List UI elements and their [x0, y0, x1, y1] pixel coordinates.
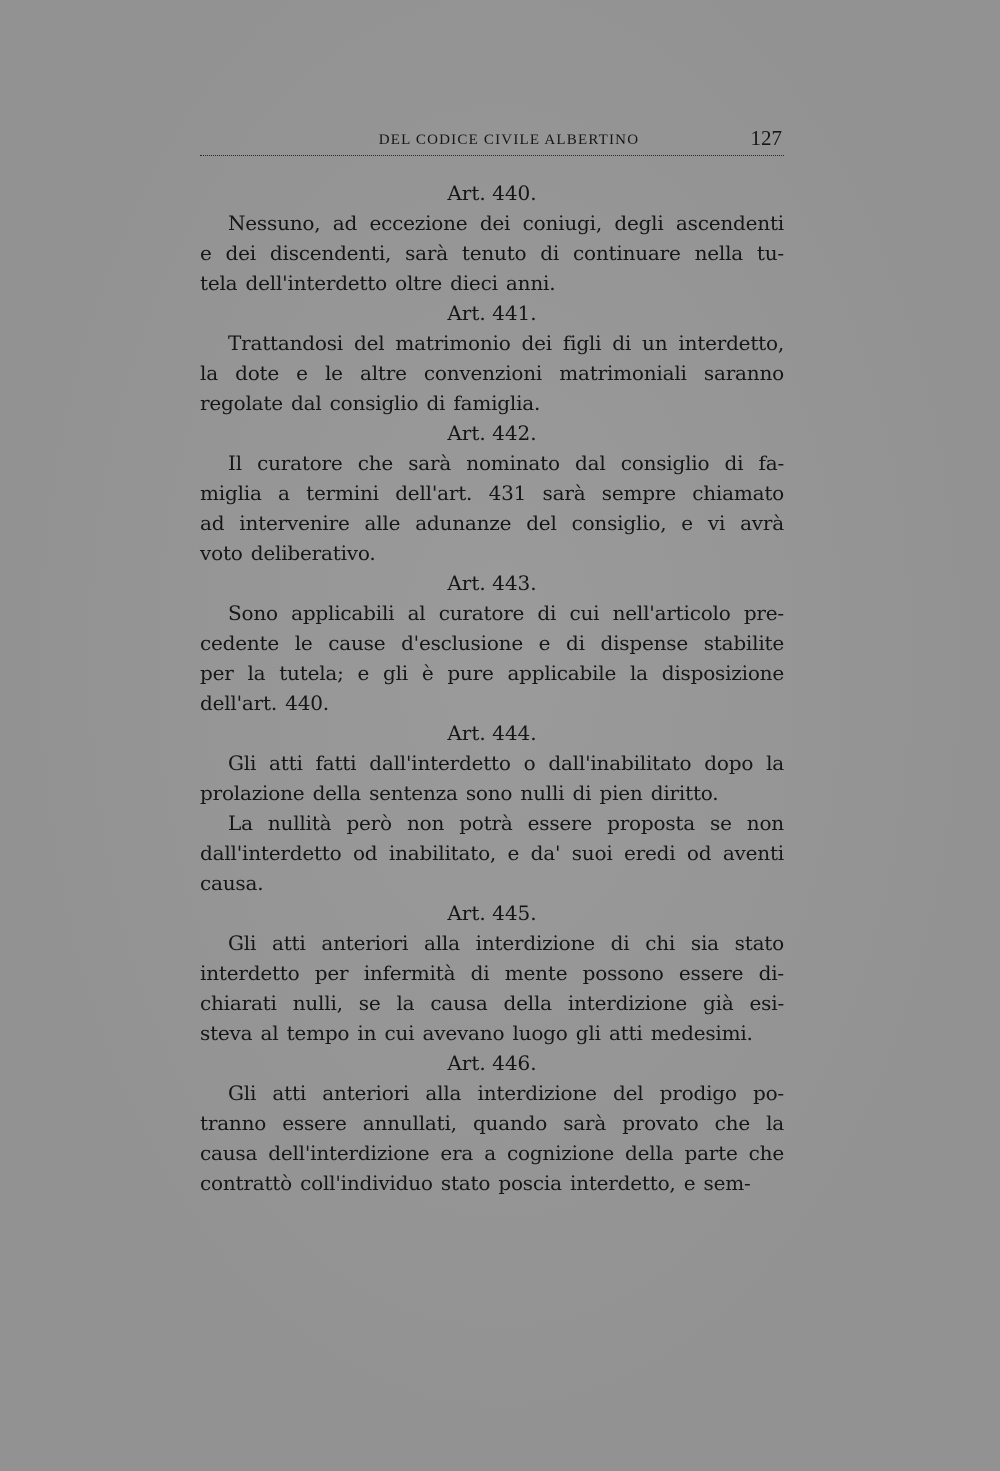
article-paragraph	[200, 208, 784, 298]
body-text	[200, 178, 784, 1198]
article-heading: Art. 441.	[447, 301, 537, 325]
article-paragraph	[200, 808, 784, 898]
text-line: contrattò coll'individuo stato poscia interdetto, e sem-	[200, 1171, 751, 1195]
article-heading: Art. 446.	[447, 1051, 537, 1075]
text-line: Gli atti anteriori alla interdizione del prodigo po-	[228, 1081, 784, 1105]
text-line: dell'art. 440.	[200, 691, 329, 715]
text-line: prolazione della sentenza sono nulli di pien diritto.	[200, 781, 719, 805]
article-heading: Art. 442.	[447, 421, 537, 445]
running-title: DEL CODICE CIVILE ALBERTINO	[378, 132, 640, 148]
article-paragraph	[200, 598, 784, 718]
text-line: Gli atti anteriori alla interdizione di chi sia stato	[228, 931, 784, 955]
article-heading: Art. 440.	[447, 181, 537, 205]
text-line: e dei discendenti, sarà tenuto di continuare nella tu-	[200, 241, 784, 265]
article-heading: Art. 444.	[447, 721, 537, 745]
text-line: causa dell'interdizione era a cognizione della parte che	[200, 1141, 784, 1165]
article-heading: Art. 445.	[447, 901, 537, 925]
text-line: interdetto per infermità di mente possono essere di-	[200, 961, 784, 985]
article-paragraph	[200, 1078, 784, 1198]
article	[200, 178, 784, 298]
article	[200, 1048, 784, 1198]
article	[200, 298, 784, 418]
article-paragraph	[200, 328, 784, 418]
article-paragraph	[200, 928, 784, 1048]
article	[200, 568, 784, 718]
text-line: La nullità però non potrà essere proposta se non	[228, 811, 784, 835]
text-line: la dote e le altre convenzioni matrimoniali saranno	[200, 361, 784, 385]
text-line: steva al tempo in cui avevano luogo gli atti medesimi.	[200, 1021, 753, 1045]
text-line: cedente le cause d'esclusione e di dispense stabilite	[200, 631, 784, 655]
page-number: 127	[750, 126, 782, 150]
header-rule	[200, 155, 784, 156]
text-line: ad intervenire alle adunanze del consiglio, e vi avrà	[200, 511, 784, 535]
article-heading: Art. 443.	[447, 571, 537, 595]
text-line: Sono applicabili al curatore di cui nell'articolo pre-	[228, 601, 784, 625]
text-line: Nessuno, ad eccezione dei coniugi, degli ascendenti	[228, 211, 784, 235]
text-line: regolate dal consiglio di famiglia.	[200, 391, 541, 415]
article	[200, 718, 784, 898]
text-line: chiarati nulli, se la causa della interdizione già esi-	[200, 991, 784, 1015]
text-line: tranno essere annullati, quando sarà provato che la	[200, 1111, 784, 1135]
text-line: tela dell'interdetto oltre dieci anni.	[200, 271, 556, 295]
article-paragraph	[200, 448, 784, 568]
article	[200, 898, 784, 1048]
article	[200, 418, 784, 568]
text-line: Il curatore che sarà nominato dal consiglio di fa-	[228, 451, 784, 475]
text-line: causa.	[200, 871, 264, 895]
text-line: dall'interdetto od inabilitato, e da' suoi eredi od aventi	[200, 841, 784, 865]
text-line: Gli atti fatti dall'interdetto o dall'inabilitato dopo la	[228, 751, 784, 775]
article-paragraph	[200, 748, 784, 808]
text-line: miglia a termini dell'art. 431 sarà sempre chiamato	[200, 481, 784, 505]
text-line: Trattandosi del matrimonio dei figli di un interdetto,	[228, 331, 784, 355]
page-header	[200, 122, 784, 158]
text-line: per la tutela; e gli è pure applicabile la disposizione	[200, 661, 784, 685]
text-line: voto deliberativo.	[200, 541, 376, 565]
